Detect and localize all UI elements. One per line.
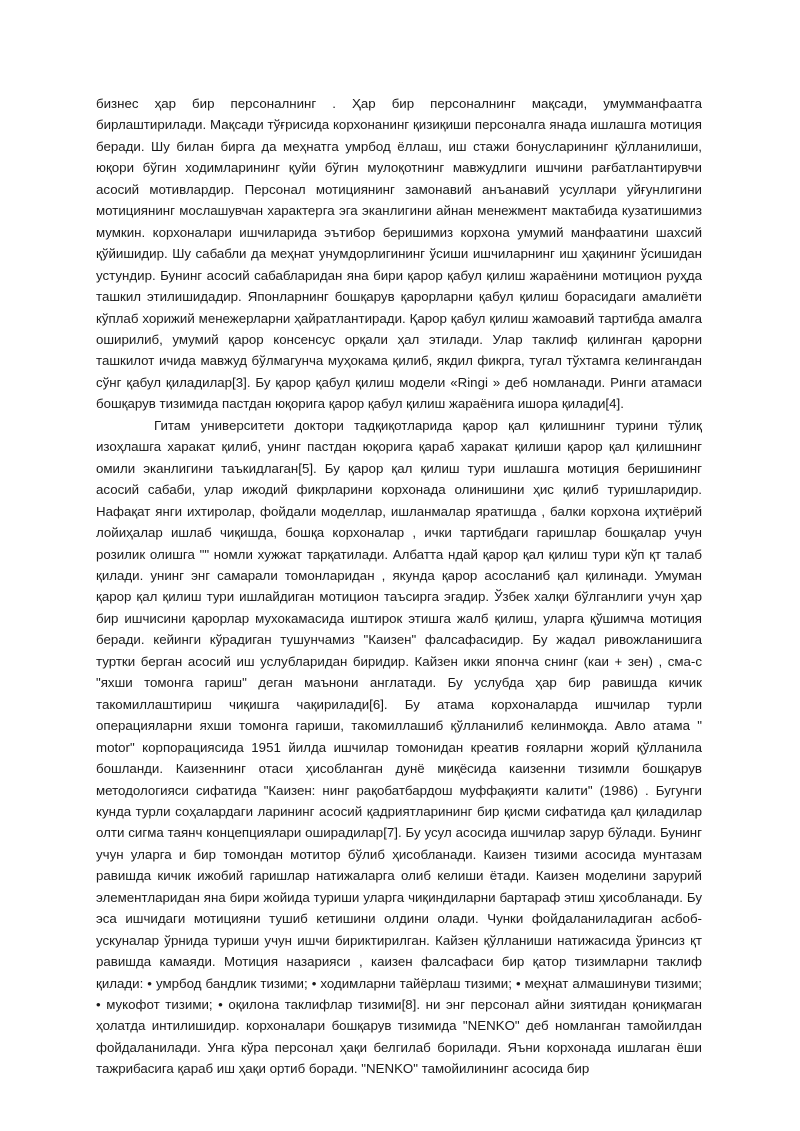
body-paragraph: Гитам университети доктори тадқиқотларида қарор қал қилишнинг турини тўлиқ изоҳлашга харакат қилиб, унинг пастдан юқорига қараб харакат қилиши қарор қал қилишнинг омили эканлигини таъкидлаган[5]. Бу қарор қал қилиш тури ишлашга мотиция беришининг асосий сабаби, улар ижодий фикрларини корхонада олинишини ҳис қилиб туришларидир. Нафақат янги ихтиролар, фойдали моделлар, ишланмалар яратишда , балки корхона иҳтиёрий лойиҳалар ишлаб чиқишда, бошқа корхоналар , ички тартибдаги гаришлар бошқалар учун розилик олишга "" номли хужжат тарқатилади. Албатта ндай қарор қал қилиш тури кўп қт талаб қилади. унинг энг самарали томонларидан , якунда қарор асосланиб қал қилинади. Умуман қарор қал қилиш тури ишлайдиган мотицион таъсирга эгадир. Ўзбек халқи бўлганлиги учун ҳар бир ишчисини қарорлар мухокамасида иштирок этишга жалб қилиш, уларга қўшимча мотиция беради. кейинги кўрадиган тушунчамиз "Каизен" фалсафасидир. Бу жадал ривожланишига туртки берган асосий иш услубларидан биридир. Кайзен икки японча снинг (каи + зен) , сма-с "яхши томонга гариш" деган маънони англатади. Бу услубда ҳар бир равишда кичик такомиллаштириш чиқишга чақирилади[6]. Бу атама корхоналарда ишчилар турли операцияларни яхши томонга гариши, такомиллашиб қўлланилиб келинмоқда. Авло атама " motor" корпорациясида 1951 йилда ишчилар томонидан креатив ғояларни жорий қўлланила бошланди. Каизеннинг отаси ҳисобланган дунё миқёсида каизенни тизимли бошқарув методологияси сифатида "Каизен: нинг рақобатбардош муффақияти калити" (1986) . Бугунги кунда турли соҳалардаги ларининг асосий қадриятларининг бир қисми сифатида қал қиладилар олти сигма таянч концепциялари оширадилар[7]. Бу усул асосида ишчилар зарур бўлади. Бунинг учун уларга и бир томондан мотитор бўлиб ҳисобланади. Каизен тизими асосида мунтазам равишда кичик ижобий гаришлар натижаларга олиб келиши ётади. Каизен моделини зарурий элементларидан яна бири жойида туриши уларга чиқиндиларни бартараф этиш ҳисобланади. Бу эса ишчидаги мотицияни тушиб кетишини олдини олади. Чунки фойдаланиладиган асбоб-ускуналар ўрнида туриши учун ишчи бириктирилган. Кайзен қўлланиши натижасида ўринсиз қт равишда камаяди. Мотиция назарияси , каизен фалсафаси бир қатор тизимларни таклиф қилади: • умрбод бандлик тизими; • ходимларни тайёрлаш тизими; • меҳнат алмашинуви тизими; • мукофот тизими; • оқилона таклифлар тизими[8]. ни энг персонал айни зиятидан қониқмаган ҳолатда интилишидир. корхоналари бошқарув тизимида "NENKO" деб номланган тамойилдан фойдаланилади. Унга кўра персонал ҳақи белгилаб борилади. Яъни корхонада ишлаган ёши тажрибасига қараб иш ҳақи ортиб боради. "NENKO" тамойилининг асосида бир	[96, 417, 702, 1077]
body-paragraph: бизнес ҳар бир персоналнинг . Ҳар бир персоналнинг мақсади, умумманфаатга бирлаштирилади. Мақсади тўғрисида корхонанинг қизиқиши персоналга янада ишлашга мотиция беради. Шу билан бирга да меҳнатга умрбод ёллаш, иш стажи бонусларининг қўлланилиши, юқори бўгин ходимларининг қуйи бўгин мулоқотнинг мавжудлиги ишчини рағбатлантирувчи асосий мотивлардир. Персонал мотициянинг замонавий анъанавий усуллари уйғунлигини мотициянинг мослашувчан характерга эга эканлигини айнан менежмент мактабида кузатишимиз мумкин. корхоналари ишчиларида эътибор беришимиз корхона умумий манфаатини шахсий қўйишидир. Шу сабабли да меҳнат унумдорлигининг ўсиши ишчиларнинг иш ҳақининг ўсишидан устундир. Бунинг асосий сабабларидан яна бири қарор қабул қилиш жараёнини мотицион руҳда ташкил этилишидадир. Японларнинг бошқарув қарорларни қабул қилиш борасидаги амалиёти кўплаб хорижий менежерларни ҳайратлантиради. Қарор қабул қилиш жамоавий тартибда амалга оширилиб, умумий қарор консенсус орқали ҳал этилади. Улар таклиф қилинган қарорни ташкилот ичида мавжуд бўлмагунча муҳокама қилиб, якдил фикрга, тугал тўхтамга келингандан сўнг қабул қиладилар[3]. Бу қарор қабул қилиш модели «Ringi » деб номланади. Ринги атамаси бошқарув тизимида пастдан юқорига қарор қабул қилиш жараёнига ишора қилади[4].	[96, 96, 702, 412]
document-page	[96, 93, 702, 1080]
